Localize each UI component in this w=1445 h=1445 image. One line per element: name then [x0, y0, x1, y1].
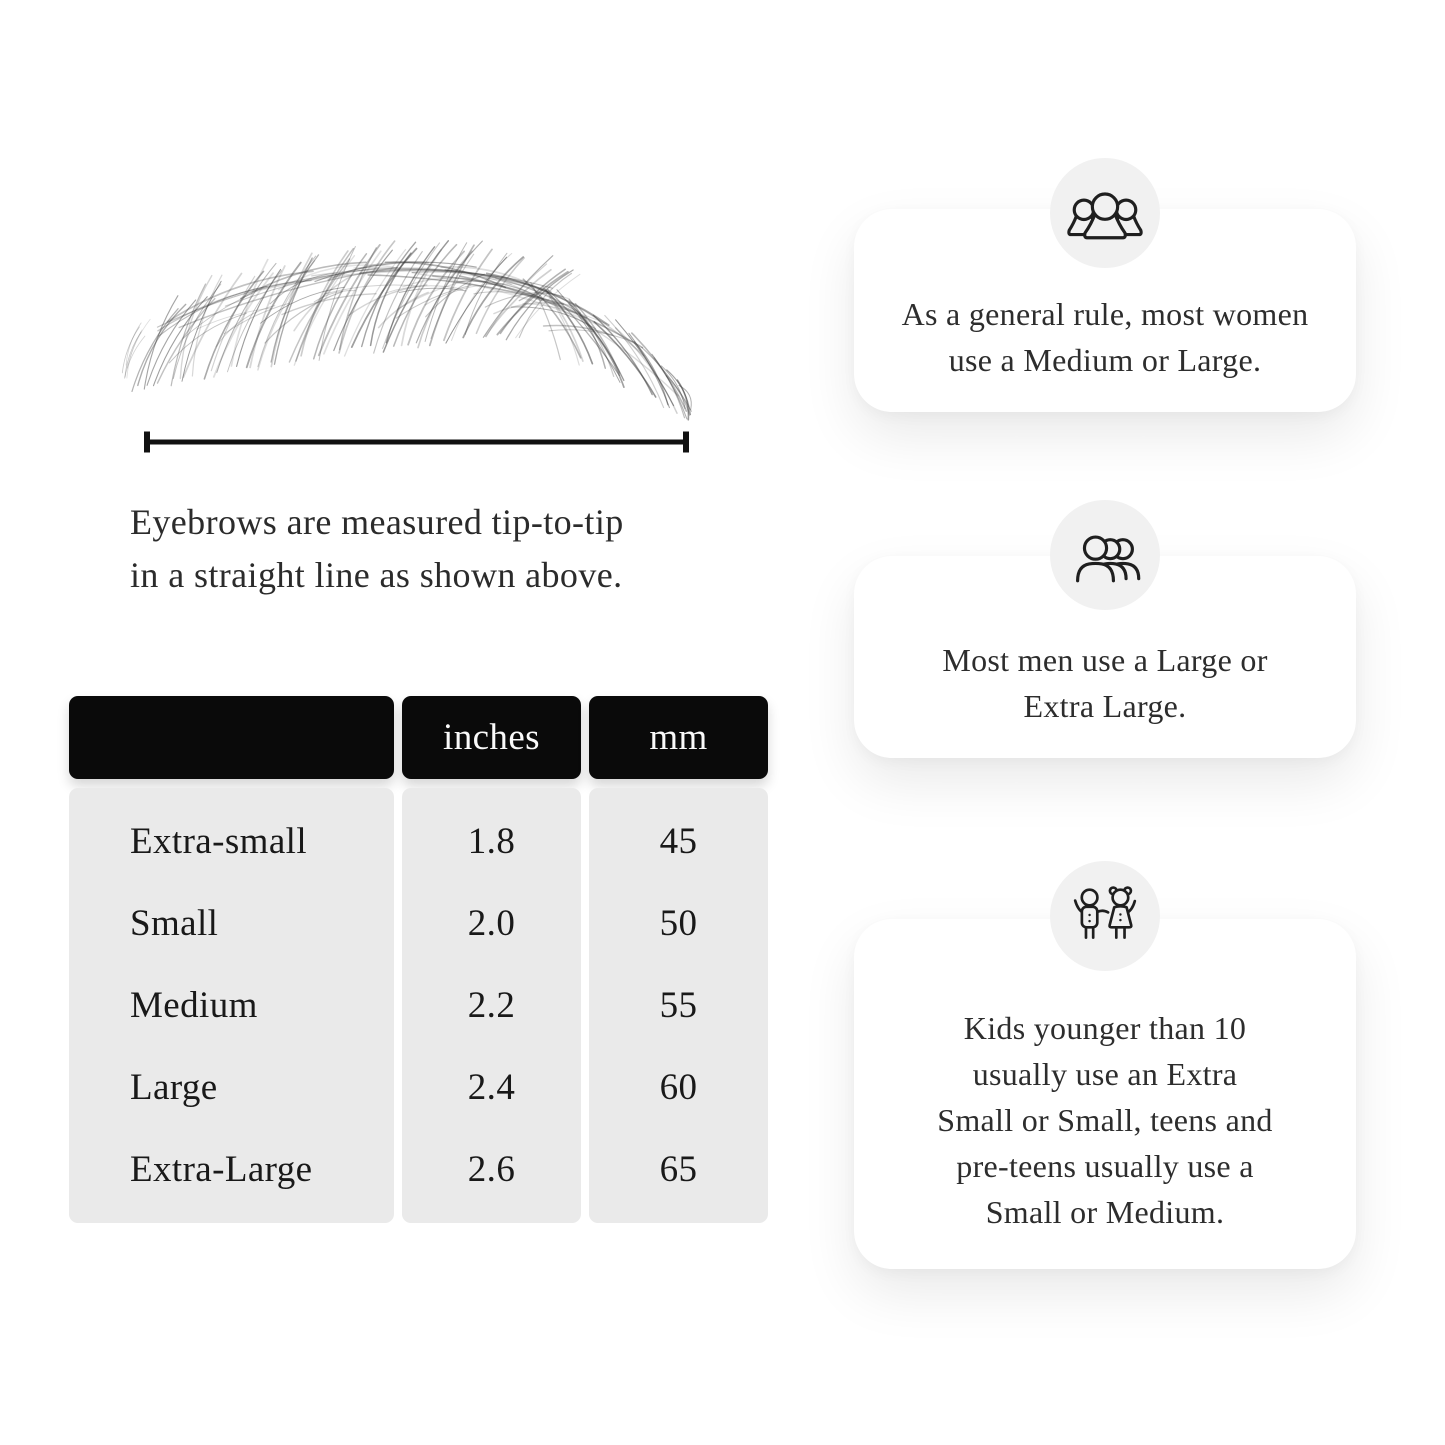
header-cell-mm: mm	[589, 696, 768, 779]
men-group-icon	[1067, 526, 1143, 585]
row-label: Extra-Large	[130, 1149, 313, 1190]
card-text: Kids younger than 10 usually use an Extra Small or Small, teens and pre-teens usually use a Small or Medium.	[937, 1010, 1273, 1230]
inches-value: 2.4	[467, 1067, 516, 1108]
mm-column	[589, 788, 768, 1223]
size-table	[69, 696, 769, 1223]
card-text: As a general rule, most women use a Medium or Large.	[901, 295, 1309, 378]
icon-circle	[1050, 500, 1160, 610]
eyebrow-illustration	[108, 238, 708, 438]
mm-value: 60	[659, 1067, 698, 1108]
mm-value: 65	[659, 1149, 698, 1190]
header-cell-size	[69, 696, 394, 779]
mm-value: 45	[659, 821, 698, 862]
row-label: Medium	[130, 985, 258, 1026]
size-table-body	[69, 788, 769, 1223]
inches-value: 2.0	[467, 903, 516, 944]
measurement-caption: Eyebrows are measured tip-to-tip in a straight line as shown above.	[130, 502, 624, 595]
header-cell-inches: inches	[402, 696, 581, 779]
measurement-line	[141, 430, 692, 454]
inches-value: 2.2	[467, 985, 516, 1026]
kids-icon	[1068, 885, 1142, 947]
row-label: Large	[130, 1067, 218, 1108]
size-label-column	[69, 788, 394, 1223]
icon-circle	[1050, 861, 1160, 971]
inches-value: 1.8	[467, 821, 516, 862]
size-table-header-row	[69, 696, 769, 779]
row-label: Extra-small	[130, 821, 308, 862]
icon-circle	[1050, 158, 1160, 268]
mm-value: 55	[659, 985, 698, 1026]
inches-column	[402, 788, 581, 1223]
inches-value: 2.6	[467, 1149, 516, 1190]
info-card-kids	[854, 919, 1356, 1269]
women-group-icon	[1067, 184, 1143, 243]
card-text: Most men use a Large or Extra Large.	[942, 642, 1268, 724]
mm-value: 50	[659, 903, 698, 944]
row-label: Small	[130, 903, 219, 944]
